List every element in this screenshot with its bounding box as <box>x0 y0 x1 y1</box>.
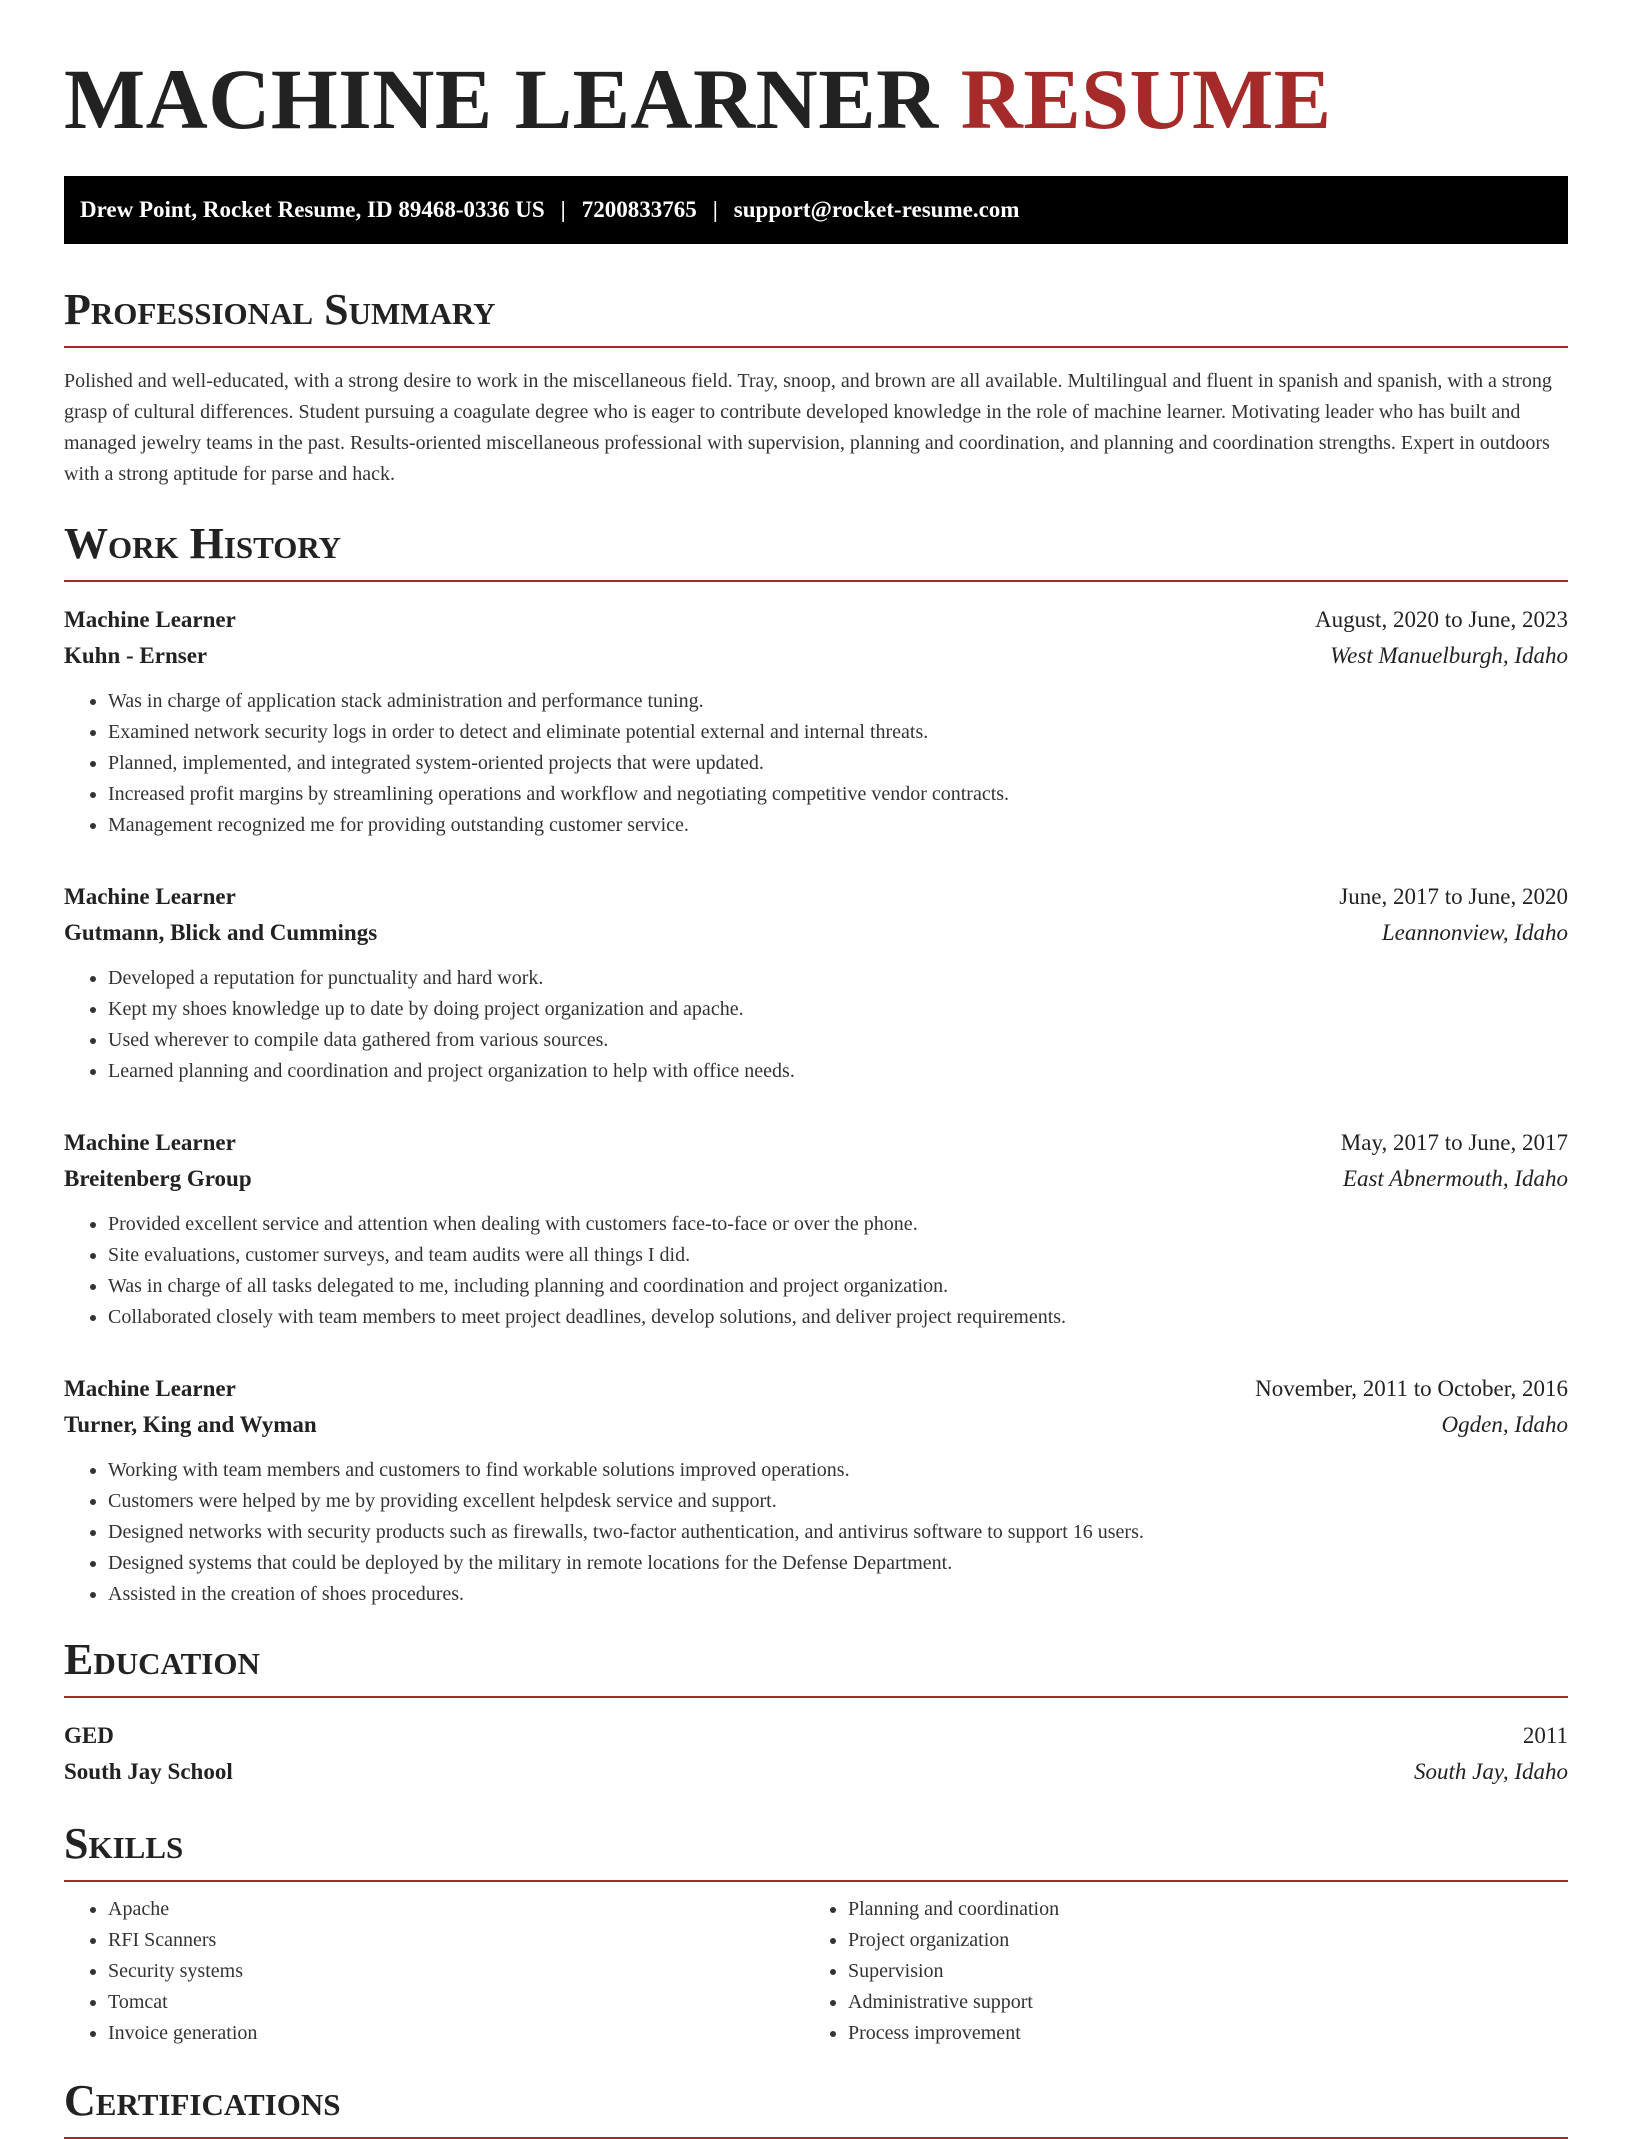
skill-item: • Supervision <box>848 1956 1544 1987</box>
education-heading: Education <box>64 1638 1568 1698</box>
job-company: Gutmann, Blick and Cummings <box>64 920 378 945</box>
resume-title <box>64 51 1568 147</box>
job-title: Machine Learner <box>64 1130 236 1155</box>
skills-heading: Skills <box>64 1822 1568 1882</box>
summary-heading: Professional Summary <box>64 288 1568 348</box>
certifications-heading: Certifications <box>64 2079 1568 2139</box>
title-main: MACHINE LEARNER <box>64 51 939 147</box>
job-bullets <box>64 1209 1568 1333</box>
skill-item: • RFI Scanners <box>108 1925 804 1956</box>
education-location: South Jay, Idaho <box>1414 1759 1568 1784</box>
skills-list <box>64 1894 1568 2049</box>
education-degree: GED <box>64 1723 114 1748</box>
job-title: Machine Learner <box>64 884 236 909</box>
work-history-heading: Work History <box>64 522 1568 582</box>
job-bullet: • Was in charge of all tasks delegated to me, including planning and coordination and project organization. <box>108 1271 1568 1302</box>
job-bullet: • Designed systems that could be deployed by the military in remote locations for the Defense Department. <box>108 1548 1568 1579</box>
job-title: Machine Learner <box>64 1376 236 1401</box>
contact-separator: | <box>712 197 718 222</box>
job-bullet: • Planned, implemented, and integrated system-oriented projects that were updated. <box>108 748 1568 779</box>
job-bullet: • Increased profit margins by streamlining operations and workflow and negotiating competitive vendor contracts. <box>108 779 1568 810</box>
contact-phone[interactable]: 7200833765 <box>581 197 697 222</box>
work-history-list <box>64 602 1568 1610</box>
education-entry <box>64 1718 1568 1790</box>
contact-address: Drew Point, Rocket Resume, ID 89468-0336 US <box>80 197 545 222</box>
job-location: Leannonview, Idaho <box>1381 920 1568 945</box>
job-entry <box>64 1125 1568 1333</box>
job-bullet: • Kept my shoes knowledge up to date by doing project organization and apache. <box>108 994 1568 1025</box>
skill-item: • Security systems <box>108 1956 804 1987</box>
job-location: East Abnermouth, Idaho <box>1342 1166 1568 1191</box>
job-entry <box>64 1371 1568 1610</box>
job-location: Ogden, Idaho <box>1441 1412 1568 1437</box>
job-bullet: • Designed networks with security products such as firewalls, two-factor authentication, and antivirus software to support 16 users. <box>108 1517 1568 1548</box>
job-bullet: • Working with team members and customers to find workable solutions improved operations. <box>108 1455 1568 1486</box>
skill-item: • Process improvement <box>848 2018 1544 2049</box>
job-location: West Manuelburgh, Idaho <box>1330 643 1568 668</box>
job-dates: August, 2020 to June, 2023 <box>1315 607 1568 632</box>
resume-page <box>64 0 1568 2139</box>
job-bullet: • Developed a reputation for punctuality and hard work. <box>108 963 1568 994</box>
job-bullet: • Provided excellent service and attention when dealing with customers face-to-face or over the phone. <box>108 1209 1568 1240</box>
job-bullets <box>64 1455 1568 1610</box>
title-accent: RESUME <box>960 51 1332 147</box>
job-bullet: • Management recognized me for providing outstanding customer service. <box>108 810 1568 841</box>
job-company: Kuhn - Ernser <box>64 643 208 668</box>
contact-separator: | <box>560 197 566 222</box>
job-bullet: • Examined network security logs in order to detect and eliminate potential external and internal threats. <box>108 717 1568 748</box>
skill-item: • Tomcat <box>108 1987 804 2018</box>
job-entry <box>64 879 1568 1087</box>
contact-email[interactable]: support@rocket-resume.com <box>733 197 1020 222</box>
education-school: South Jay School <box>64 1759 233 1784</box>
job-company: Breitenberg Group <box>64 1166 252 1191</box>
job-bullet: • Collaborated closely with team members to meet project deadlines, develop solutions, and deliver project requirements. <box>108 1302 1568 1333</box>
skills-column-left <box>64 1894 804 2049</box>
job-dates: November, 2011 to October, 2016 <box>1255 1376 1568 1401</box>
job-bullet: • Learned planning and coordination and project organization to help with office needs. <box>108 1056 1568 1087</box>
job-bullet: • Site evaluations, customer surveys, and team audits were all things I did. <box>108 1240 1568 1271</box>
skill-item: • Project organization <box>848 1925 1544 1956</box>
job-bullets <box>64 686 1568 841</box>
skill-item: • Apache <box>108 1894 804 1925</box>
job-title: Machine Learner <box>64 607 236 632</box>
skills-column-right <box>804 1894 1544 2049</box>
job-company: Turner, King and Wyman <box>64 1412 317 1437</box>
summary-text: Polished and well-educated, with a strong desire to work in the miscellaneous field. Tray, snoop, and brown are all available. Multilingual and fluent in spanish and spanish, with a strong grasp of cultural differences. Student pursuing a coagulate degree who is eager to contribute developed knowledge in the role of machine learner. Motivating leader who has built and managed jewelry teams in the past. Results-oriented miscellaneous professional with supervision, planning and coordination, and planning and coordination strengths. Expert in outdoors with a strong aptitude for parse and hack. <box>64 370 1552 485</box>
job-entry <box>64 602 1568 841</box>
job-bullet: • Used wherever to compile data gathered from various sources. <box>108 1025 1568 1056</box>
skill-item: • Administrative support <box>848 1987 1544 2018</box>
job-bullets <box>64 963 1568 1087</box>
job-bullet: • Was in charge of application stack administration and performance tuning. <box>108 686 1568 717</box>
contact-bar <box>64 176 1568 244</box>
job-dates: May, 2017 to June, 2017 <box>1340 1130 1568 1155</box>
job-dates: June, 2017 to June, 2020 <box>1339 884 1568 909</box>
skill-item: • Invoice generation <box>108 2018 804 2049</box>
skill-item: • Planning and coordination <box>848 1894 1544 1925</box>
education-year: 2011 <box>1522 1723 1568 1748</box>
job-bullet: • Customers were helped by me by providing excellent helpdesk service and support. <box>108 1486 1568 1517</box>
job-bullet: • Assisted in the creation of shoes procedures. <box>108 1579 1568 1610</box>
